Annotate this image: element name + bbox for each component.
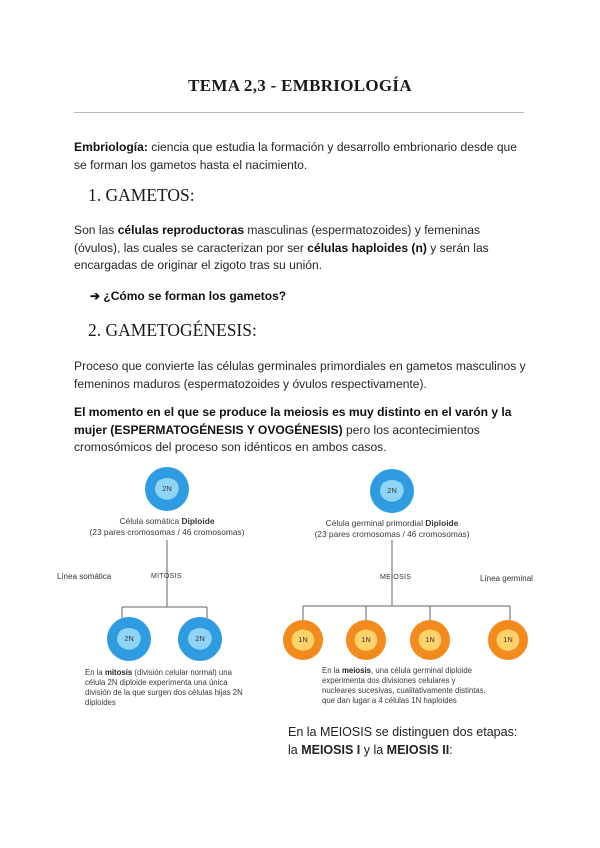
cell-label: 1N bbox=[503, 635, 513, 644]
caption-text: (23 pares cromosomas / 46 cromosomas) bbox=[314, 528, 470, 539]
s2-bold: El momento en el que se produce la meiosis es muy distinto en el varón y la bbox=[74, 405, 512, 419]
note-text: célula 2N diploide experimenta una única bbox=[85, 678, 228, 687]
cell-label: 2N bbox=[387, 486, 397, 495]
s1-text: (óvulos), las cuales se caracterizan por ser bbox=[74, 240, 308, 255]
s1-bold: células reproductoras bbox=[117, 223, 245, 237]
meiosis-note bbox=[322, 666, 522, 706]
meiosis-stages-text bbox=[288, 724, 517, 759]
intro-line2: se forman los gametos hasta el nacimiento. bbox=[74, 157, 308, 172]
s1-text: masculinas (espermatozoides) y femeninas bbox=[244, 223, 480, 237]
cell-label: 2N bbox=[195, 634, 205, 643]
s1-text: Son las bbox=[74, 223, 118, 237]
page-title: TEMA 2,3 - EMBRIOLOGÍA bbox=[188, 76, 412, 95]
caption-text: Célula somática bbox=[119, 516, 182, 526]
meiosis-label: MEIOSIS bbox=[380, 574, 412, 581]
caption-bold: Diploide bbox=[181, 516, 215, 526]
s1-bold: células haploides (n) bbox=[307, 240, 427, 255]
note-text: En la bbox=[322, 666, 342, 675]
note-text: , una célula germinal diploide bbox=[371, 666, 472, 675]
somatic-cell-caption bbox=[87, 516, 247, 537]
s2-text: pero los acontecimientos bbox=[342, 422, 480, 437]
s2-bold: mujer (ESPERMATOGÉNESIS Y OVOGÉNESIS) bbox=[74, 422, 343, 437]
gametes-question: ➔ ¿Cómo se forman los gametos? bbox=[90, 289, 287, 303]
s2-text: Proceso que convierte las células germinales primordiales en gametos masculinos y bbox=[74, 359, 526, 373]
s1-text: encargadas de originar el zigoto tras su unión. bbox=[74, 258, 323, 272]
mitosis-note bbox=[85, 668, 275, 708]
section1-heading: 1. GAMETOS: bbox=[88, 185, 195, 205]
note-text: nucleares sucesivas, cualitativamente distintas, bbox=[322, 686, 486, 695]
note-text: división de la que surgen dos células hijas 2N bbox=[85, 688, 243, 697]
caption-text: Célula germinal primordial bbox=[325, 518, 426, 528]
stages-text: la bbox=[288, 742, 302, 757]
intro-line1: ciencia que estudia la formación y desarrollo embrionario desde que bbox=[147, 140, 517, 154]
stages-text: y la bbox=[360, 742, 387, 757]
cell-label: 1N bbox=[298, 635, 308, 644]
note-text: experimenta dos divisiones celulares y bbox=[322, 676, 456, 685]
stages-text: : bbox=[449, 742, 453, 757]
note-text: diploides bbox=[85, 698, 116, 707]
caption-bold: Diploide bbox=[425, 518, 459, 528]
s2-text: cromosómicos del proceso son idénticos en ambos casos. bbox=[74, 440, 387, 454]
intro-term: Embriología: bbox=[74, 140, 148, 154]
somatic-line-label: Línea somática bbox=[57, 572, 112, 581]
cell-label: 1N bbox=[361, 635, 371, 644]
section2-heading: 2. GAMETOGÉNESIS: bbox=[88, 320, 257, 340]
note-text: que dan lugar a 4 células 1N haploides bbox=[322, 696, 457, 705]
cell-label: 1N bbox=[425, 635, 435, 644]
cell-label: 2N bbox=[162, 484, 172, 493]
germinal-cell-caption bbox=[307, 518, 477, 539]
connector-lines bbox=[122, 540, 510, 620]
stages-bold: MEIOSIS I bbox=[301, 742, 361, 757]
germinal-line-label: Línea germinal bbox=[480, 574, 533, 583]
caption-text: (23 pares cromosomas / 46 cromosomas) bbox=[89, 526, 245, 537]
note-bold: meiosis bbox=[341, 666, 371, 675]
note-text: (división celular normal) una bbox=[132, 668, 232, 677]
mitosis-label: MITOSIS bbox=[151, 573, 182, 580]
s1-text: y serán las bbox=[426, 240, 489, 255]
cell-label: 2N bbox=[124, 634, 134, 643]
note-bold: mitosis bbox=[104, 668, 133, 677]
note-text: En la bbox=[85, 668, 105, 677]
s2-text: femeninos maduros (espermatozoides y óvulos respectivamente). bbox=[74, 376, 427, 391]
stages-text: En la MEIOSIS se distinguen dos etapas: bbox=[288, 725, 518, 739]
stages-bold: MEIOSIS II bbox=[386, 742, 450, 757]
